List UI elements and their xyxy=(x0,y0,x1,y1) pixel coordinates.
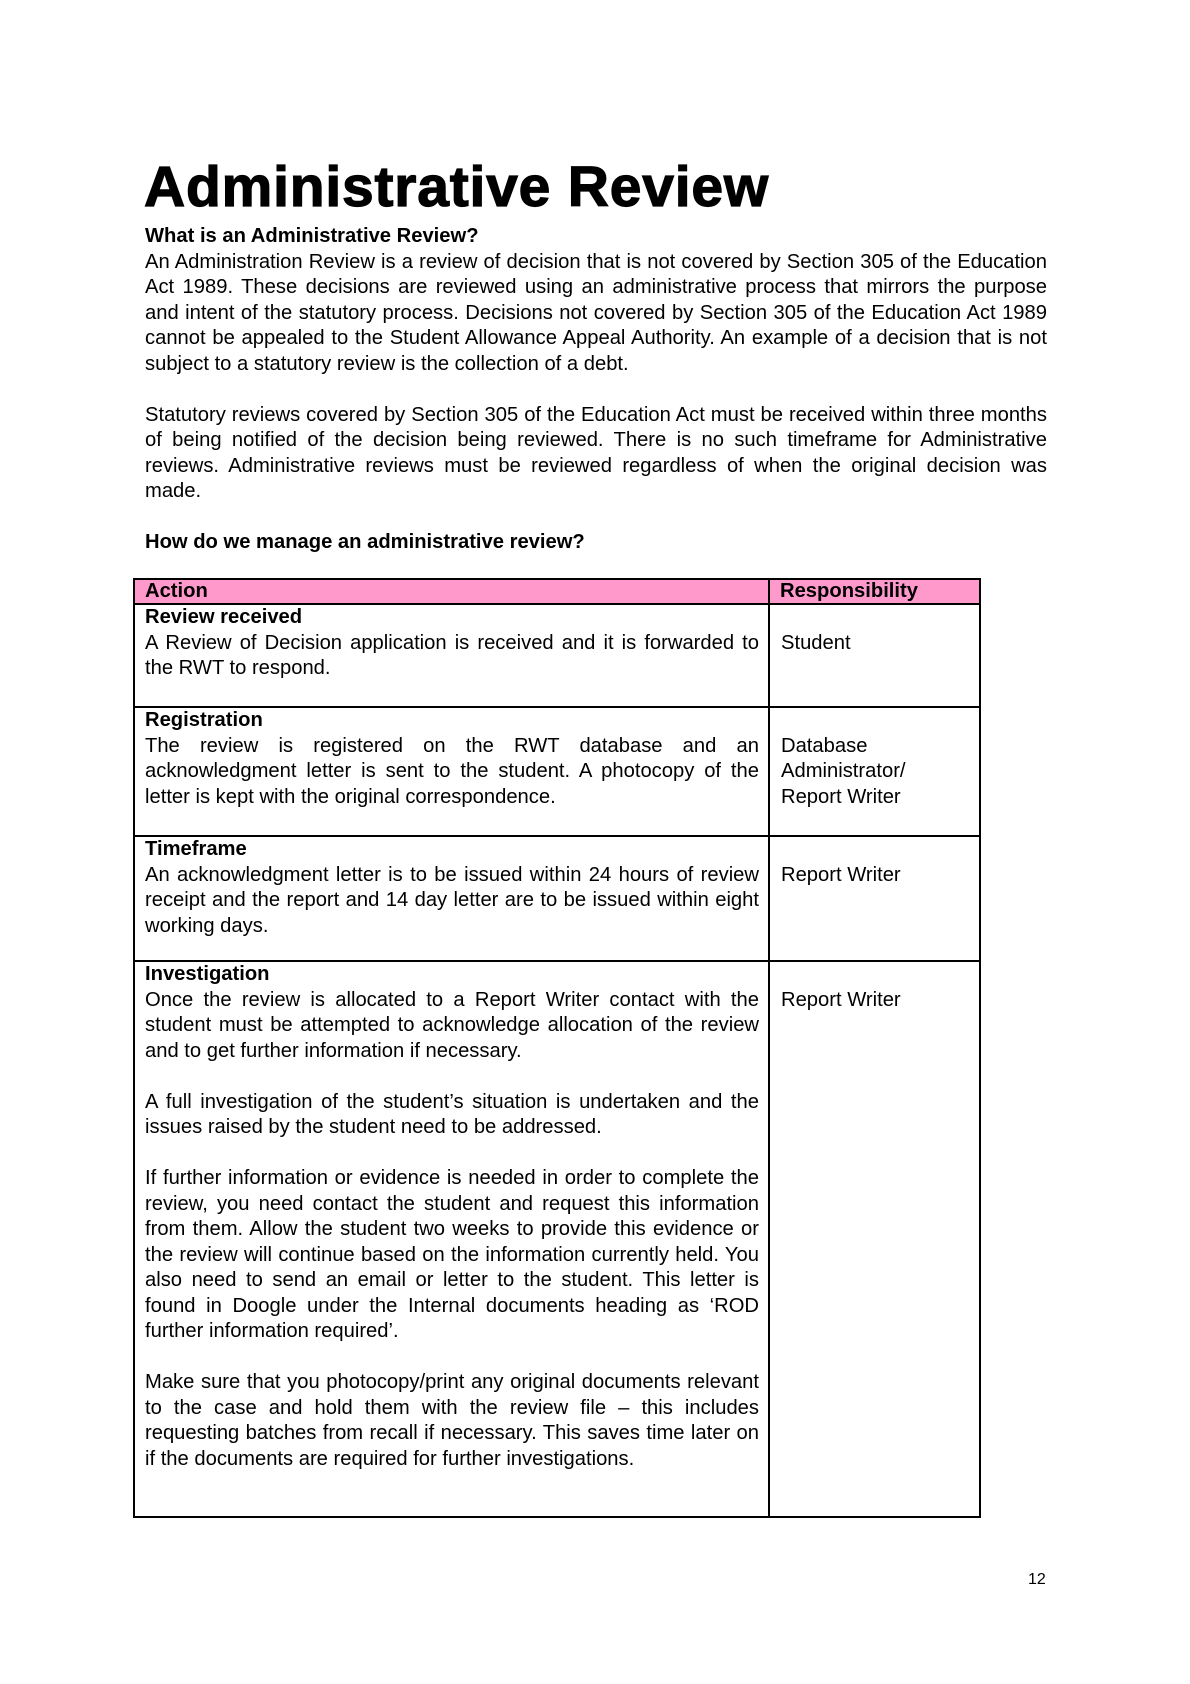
action-cell xyxy=(134,961,769,1517)
responsibility-line: Administrator/ xyxy=(781,760,906,782)
table-row xyxy=(134,604,980,707)
action-description: Make sure that you photocopy/print any original documents relevant to the case and hold them with the review file – this includes requesting batches from recall if necessary. This saves time later on if the documents are required for further investigations. xyxy=(145,1371,759,1470)
page-title: Administrative Review xyxy=(144,155,770,219)
action-description: The review is registered on the RWT database and an acknowledgment letter is sent to the student. A photocopy of the letter is kept with the original correspondence. xyxy=(145,734,759,808)
table-row xyxy=(134,836,980,961)
intro-paragraph: Statutory reviews covered by Section 305 of the Education Act must be received within three months of being notified of the decision being reviewed. There is no such timeframe for Administrative reviews. Administrative reviews must be reviewed regardless of when the original decision was made. xyxy=(145,403,1047,502)
spacer xyxy=(145,505,1047,531)
action-cell xyxy=(134,836,769,961)
responsibility-text xyxy=(780,708,970,810)
action-description: An acknowledgment letter is to be issued within 24 hours of review receipt and the report and 14 day letter are to be issued within eight working days. xyxy=(145,863,759,937)
section-heading-how-manage: How do we manage an administrative review? xyxy=(145,531,585,553)
table-row xyxy=(134,707,980,836)
spacer xyxy=(145,1064,759,1090)
intro-paragraph: An Administration Review is a review of decision that is not covered by Section 305 of the Education Act 1989. These decisions are reviewed using an administrative process that mirrors the purpose and intent of the statutory process. Decisions not covered by Section 305 of the Education Act 1989 cannot be appealed to the Student Allowance Appeal Authority. An example of a decision that is not subject to a statutory review is the collection of a debt. xyxy=(145,250,1047,375)
table-row xyxy=(134,961,980,1517)
responsibility-cell xyxy=(769,604,980,707)
responsibility-text xyxy=(780,605,970,656)
responsibility-line: Report Writer xyxy=(781,988,901,1011)
section-heading-what-is: What is an Administrative Review? xyxy=(145,225,479,247)
responsibility-line: Report Writer xyxy=(781,785,901,808)
responsibility-cell xyxy=(769,836,980,961)
action-description: A Review of Decision application is received and it is forwarded to the RWT to respond. xyxy=(145,631,759,679)
spacer xyxy=(145,1345,759,1371)
responsibility-text xyxy=(780,962,970,1013)
responsibility-line: Report Writer xyxy=(781,863,901,886)
responsibility-text xyxy=(780,837,970,888)
responsibility-line: Database xyxy=(781,734,868,757)
spacer xyxy=(145,1141,759,1167)
intro-section xyxy=(145,224,1047,556)
review-process-table xyxy=(133,578,981,1518)
column-header-action: Action xyxy=(134,579,769,604)
action-title: Timeframe xyxy=(145,838,247,860)
action-title: Registration xyxy=(145,709,263,731)
page-number: 12 xyxy=(1028,1571,1046,1588)
responsibility-line: Student xyxy=(781,631,851,654)
column-header-responsibility: Responsibility xyxy=(769,579,980,604)
table-header-row xyxy=(134,579,980,604)
responsibility-cell xyxy=(769,707,980,836)
action-description: Once the review is allocated to a Report Writer contact with the student must be attempted to acknowledge allocation of the review and to get further information if necessary. xyxy=(145,988,759,1062)
action-description: If further information or evidence is needed in order to complete the review, you need contact the student and request this information from them. Allow the student two weeks to provide this evidence or the review will continue based on the information currently held. You also need to send an email or letter to the student. This letter is found in Doogle under the Internal documents heading as ‘ROD further information required’. xyxy=(145,1167,759,1342)
action-cell xyxy=(134,604,769,707)
action-cell xyxy=(134,707,769,836)
action-title: Investigation xyxy=(145,963,270,985)
action-description: A full investigation of the student’s situation is undertaken and the issues raised by the student need to be addressed. xyxy=(145,1090,759,1138)
responsibility-cell xyxy=(769,961,980,1517)
spacer xyxy=(145,377,1047,403)
action-title: Review received xyxy=(145,606,303,628)
